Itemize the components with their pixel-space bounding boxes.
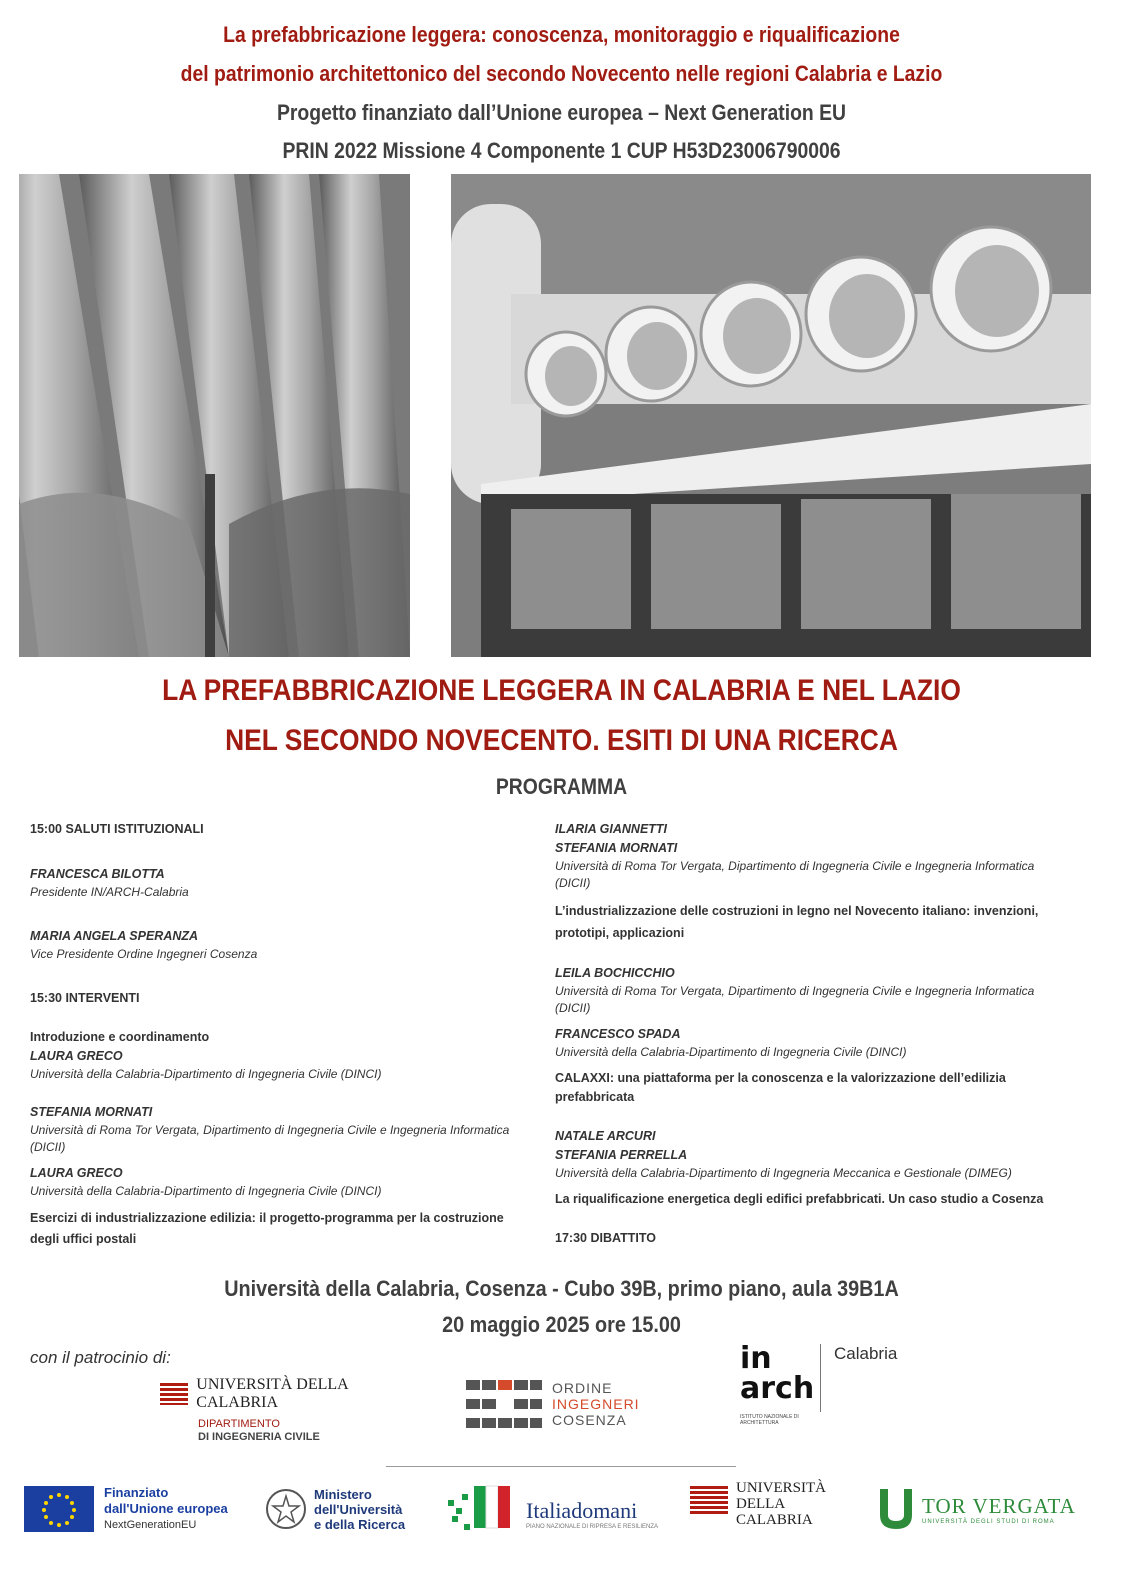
speaker-name: STEFANIA MORNATI [555,841,678,855]
program-right-column [555,820,1065,1248]
speaker-name: NATALE ARCURI [555,1129,656,1143]
speaker-name: LEILA BOCHICCHIO [555,966,675,980]
speaker-role: Università della Calabria-Dipartimento di Ingegneria Civile (DINCI) [555,1045,907,1059]
eu-funding-logo: Finanziato dall'Unione europea NextGenerationEU [24,1484,254,1534]
speaker-name: MARIA ANGELA SPERANZA [30,929,199,943]
speaker-role: Università della Calabria-Dipartimento di Ingegneria Civile (DINCI) [30,1184,382,1198]
photo-building-vents [451,174,1091,657]
speaker-name: FRANCESCO SPADA [555,1027,681,1041]
speaker-role: Università di Roma Tor Vergata, Dipartimento di Ingegneria Civile e Ingegneria Informatica (DICII) [555,984,1035,1015]
dibattito-heading: 17:30 DIBATTITO [555,1231,656,1245]
talk-title: CALAXXI: una piattaforma per la conoscenza e la valorizzazione dell’edilizia prefabbricata [555,1071,1006,1104]
inarch-calabria-logo: in arch ISTITUTO NAZIONALE DI ARCHITETTURA Calabria [740,1341,898,1426]
italiadomani-logo: Italiadomani PIANO NAZIONALE DI RIPRESA E RESILIENZA [444,1480,674,1536]
speaker-name: FRANCESCA BILOTTA [30,867,165,881]
event-title-line-1: LA PREFABBRICAZIONE LEGGERA IN CALABRIA E NEL LAZIO [162,674,961,707]
venue-date: 20 maggio 2025 ore 15.00 [442,1312,681,1337]
header-line-3: Progetto finanziato dall’Unione europea – Next Generation EU [276,100,847,125]
interventi-heading: 15:30 INTERVENTI [30,991,140,1005]
venue-place: Università della Calabria, Cosenza - Cubo 39B, primo piano, aula 39B1A [224,1276,899,1301]
concrete-ribs-illustration [19,174,410,657]
saluti-heading: 15:00 SALUTI ISTITUZIONALI [30,822,204,836]
talk-title: Esercizi di industrializzazione edilizia: il progetto-programma per la costruzione degli uffici postali [30,1211,504,1246]
ordine-ingegneri-logo: ORDINE INGEGNERI COSENZA [466,1380,666,1428]
speaker-name: LAURA GRECO [30,1166,123,1180]
talk-title: L’industrializzazione delle costruzioni in legno nel Novecento italiano: invenzioni, prototipi, applicazioni [555,904,1039,940]
unical-stripes-icon [160,1383,188,1405]
intro-label: Introduzione e coordinamento [30,1030,210,1044]
speaker-name: ILARIA GIANNETTI [555,822,668,836]
photo-concrete-ribs [19,174,410,657]
header-line-1: La prefabbricazione leggera: conoscenza, monitoraggio e riqualificazione [223,22,900,47]
unical-dinci-logo: UNIVERSITÀ DELLA CALABRIA DIPARTIMENTO DI INGEGNERIA CIVILE [160,1376,420,1444]
talk-title: La riqualificazione energetica degli edifici prefabbricati. Un caso studio a Cosenza [555,1192,1044,1206]
programma-heading: PROGRAMMA [495,774,628,799]
italiadomani-mark-icon [444,1480,524,1536]
patrocinio-label: con il patrocinio di: [30,1348,171,1367]
speaker-role: Presidente IN/ARCH-Calabria [30,885,189,899]
speaker-name: STEFANIA PERRELLA [555,1148,688,1162]
italian-emblem-icon [264,1486,308,1532]
mur-logo: Ministero dell'Università e della Ricerca [264,1484,434,1534]
speaker-name: LAURA GRECO [30,1049,123,1063]
speaker-role: Università della Calabria-Dipartimento di Ingegneria Meccanica e Gestionale (DIMEG) [555,1166,1012,1180]
header-line-2: del patrimonio architettonico del secondo Novecento nelle regioni Calabria e Lazio [180,61,943,86]
speaker-role: Università di Roma Tor Vergata, Dipartimento di Ingegneria Civile e Ingegneria Informatica (DICII) [30,1123,510,1154]
program-left-column [30,820,530,1250]
speaker-role: Università di Roma Tor Vergata, Dipartimento di Ingegneria Civile e Ingegneria Informatica (DICII) [555,859,1035,890]
unical-stripes-icon [690,1486,728,1514]
tor-vergata-logo: TOR VERGATA UNIVERSITÀ DEGLI STUDI DI ROMA [876,1484,1091,1534]
speaker-role: Vice Presidente Ordine Ingegneri Cosenza [30,947,258,961]
building-vents-illustration [451,174,1091,657]
ordine-grid-icon [466,1380,542,1428]
unical-logo: UNIVERSITÀ DELLA CALABRIA [690,1480,860,1536]
speaker-role: Università della Calabria-Dipartimento di Ingegneria Civile (DINCI) [30,1067,382,1081]
footer-divider [386,1466,736,1467]
eu-flag-icon [24,1486,94,1532]
speaker-name: STEFANIA MORNATI [30,1105,153,1119]
event-title-line-2: NEL SECONDO NOVECENTO. ESITI DI UNA RICERCA [225,724,898,757]
header-line-4: PRIN 2022 Missione 4 Componente 1 CUP H53D23006790006 [282,138,841,163]
tor-vergata-mark-icon [876,1485,916,1533]
